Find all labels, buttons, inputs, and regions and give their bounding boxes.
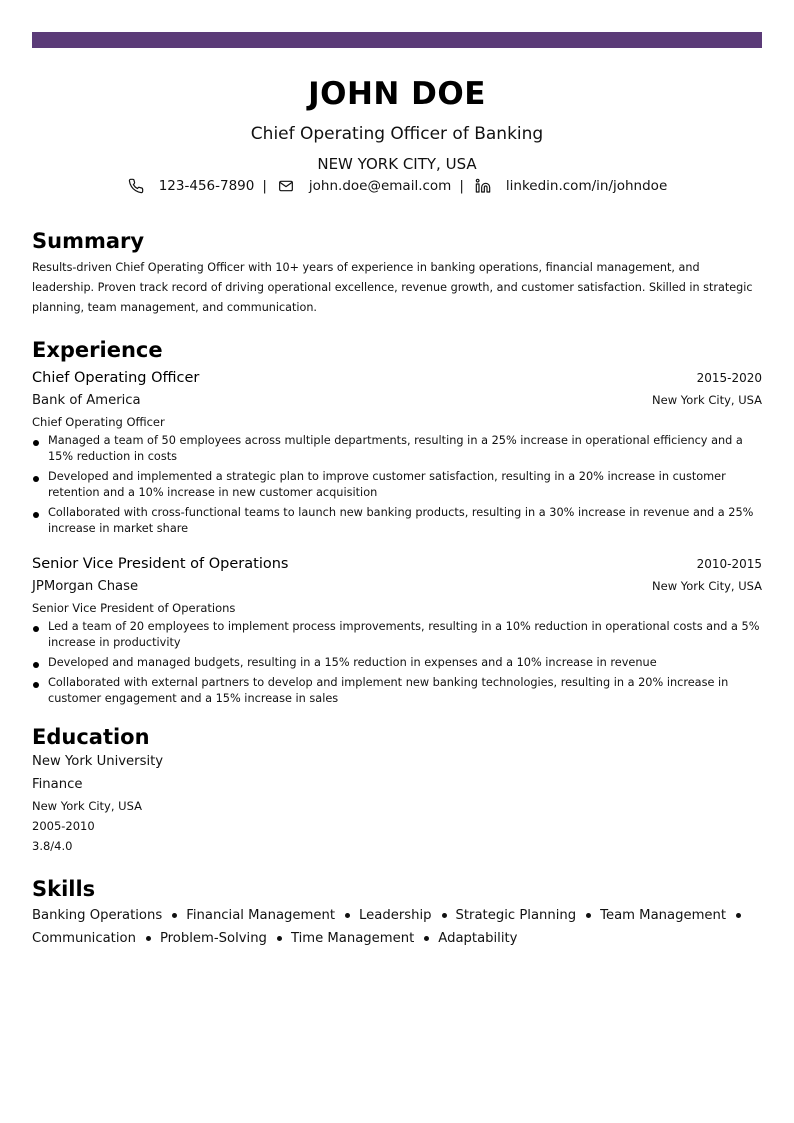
bullet-dot [33, 476, 39, 482]
skill-item: Problem-Solving [159, 931, 267, 946]
skill-separator [172, 913, 177, 918]
skills-section [32, 876, 762, 950]
job-location: New York City, USA [652, 579, 762, 593]
bullet-dot [33, 682, 39, 688]
experience-heading: Experience [32, 338, 163, 362]
job-subtitle: Senior Vice President of Operations [32, 601, 236, 615]
skill-separator [586, 913, 591, 918]
skill-separator [277, 936, 282, 941]
job-entry [32, 367, 762, 537]
email-link[interactable]: john.doe@email.com [308, 178, 452, 194]
resume-page [32, 32, 762, 950]
phone-icon [127, 177, 145, 195]
job-entry [32, 553, 762, 707]
skill-item: Adaptability [438, 931, 518, 946]
accent-bar [32, 32, 762, 48]
bullet-text: Developed and implemented a strategic plan to improve customer satisfaction, resulting in a 20% increase in customer retention and a 10% increase in new customer acquisition [48, 470, 726, 499]
bullet-text: Managed a team of 50 employees across multiple departments, resulting in a 25% increase in operational efficiency and a 15% reduction in costs [48, 434, 743, 463]
experience-section [32, 337, 762, 707]
job-bullet [32, 619, 762, 651]
linkedin-icon [474, 177, 492, 195]
degree-field: Finance [32, 777, 83, 792]
education-heading: Education [32, 725, 150, 749]
skill-separator [146, 936, 151, 941]
bullet-text: Collaborated with external partners to develop and implement new banking technologies, resulting in a 20% increase in customer engagement and a 15% increase in sales [48, 676, 729, 705]
job-bullets [32, 433, 762, 537]
summary-text: Results-driven Chief Operating Officer with 10+ years of experience in banking operations, financial management, and leadership. Proven track record of driving operational excellence, revenue growth, and customer satisfaction. Skilled in strategic planning, team management, and communication. [32, 261, 753, 314]
bullet-text: Developed and managed budgets, resulting in a 15% reduction in expenses and a 10% increase in revenue [48, 656, 657, 669]
summary-heading: Summary [32, 229, 145, 253]
bullet-dot [33, 662, 39, 668]
skill-item: Leadership [359, 908, 432, 923]
gpa: 3.8/4.0 [32, 839, 73, 853]
resume-header [32, 76, 762, 196]
skill-item: Banking Operations [32, 908, 163, 923]
candidate-location: NEW YORK CITY, USA [317, 155, 477, 173]
job-title: Chief Operating Officer [32, 370, 200, 386]
contact-separator: | [262, 178, 267, 194]
education-section [32, 724, 762, 856]
job-bullet [32, 469, 762, 501]
skill-item: Communication [32, 931, 136, 946]
skill-separator [736, 913, 741, 918]
candidate-name: JOHN DOE [308, 76, 486, 112]
company-name: Bank of America [32, 393, 141, 408]
skills-list [32, 904, 762, 950]
job-dates: 2015-2020 [696, 371, 762, 385]
phone-number[interactable]: 123-456-7890 [158, 178, 255, 194]
bullet-text: Collaborated with cross-functional teams to launch new banking products, resulting in a 30% increase in revenue and a 25% increase in market share [48, 506, 754, 535]
skill-separator [442, 913, 447, 918]
skill-item: Team Management [600, 908, 727, 923]
job-location: New York City, USA [652, 393, 762, 407]
skill-separator [424, 936, 429, 941]
skills-heading: Skills [32, 877, 96, 901]
bullet-text: Led a team of 20 employees to implement process improvements, resulting in a 10% reduction in operational costs and a 5% increase in productivity [48, 620, 760, 649]
job-subtitle: Chief Operating Officer [32, 415, 165, 429]
school-location: New York City, USA [32, 799, 142, 813]
job-bullet [32, 433, 762, 465]
job-dates: 2010-2015 [696, 557, 762, 571]
summary-section [32, 228, 762, 318]
school-name: New York University [32, 754, 164, 769]
bullet-dot [33, 440, 39, 446]
company-name: JPMorgan Chase [32, 579, 139, 594]
skill-item: Time Management [290, 931, 415, 946]
contact-separator: | [459, 178, 464, 194]
candidate-role: Chief Operating Officer of Banking [250, 124, 544, 144]
bullet-dot [33, 626, 39, 632]
skill-separator [345, 913, 350, 918]
job-bullets [32, 619, 762, 707]
contact-line [32, 176, 762, 196]
bullet-dot [33, 512, 39, 518]
skill-item: Financial Management [186, 908, 336, 923]
email-icon [277, 177, 295, 195]
job-title: Senior Vice President of Operations [32, 556, 289, 572]
skill-item: Strategic Planning [455, 908, 577, 923]
linkedin-link[interactable]: linkedin.com/in/johndoe [505, 178, 668, 194]
job-bullet [32, 505, 762, 537]
education-dates: 2005-2010 [32, 819, 95, 833]
job-bullet [32, 655, 762, 671]
job-bullet [32, 675, 762, 707]
